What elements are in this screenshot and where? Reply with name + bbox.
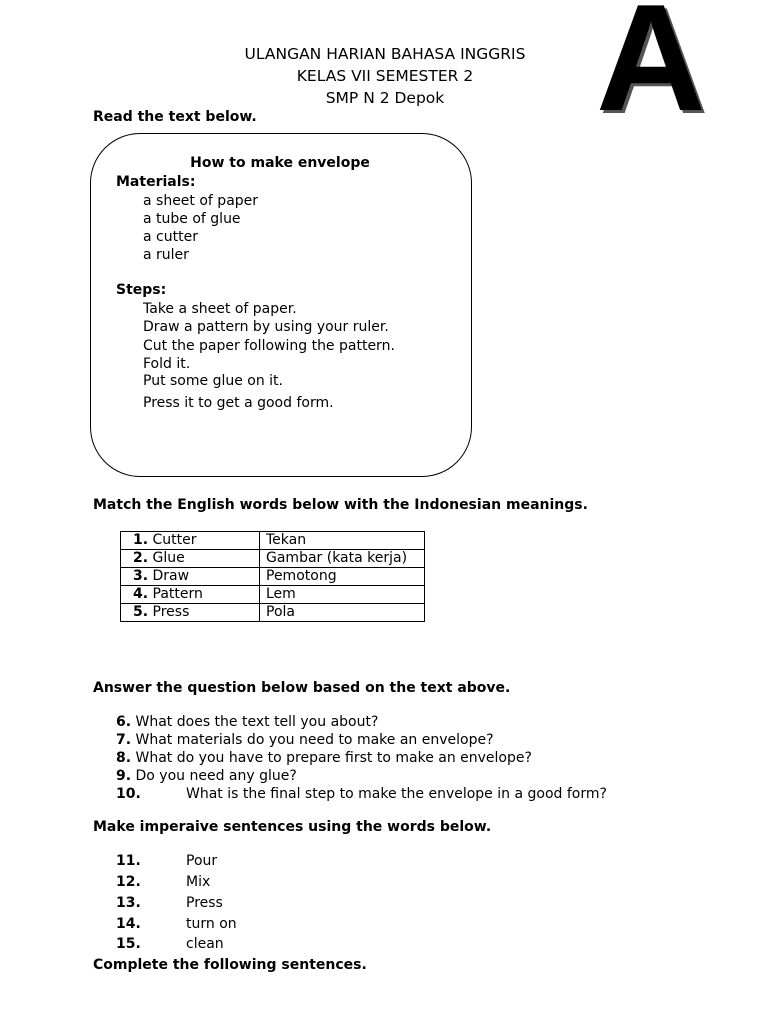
question-number: 6. xyxy=(116,714,132,730)
step-item: Put some glue on it. xyxy=(143,373,283,389)
step-item: Take a sheet of paper. xyxy=(143,301,297,317)
table-row xyxy=(121,532,425,550)
question-number: 8. xyxy=(116,750,132,766)
match-instruction: Match the English words below with the Indonesian meanings. xyxy=(93,497,588,513)
step-item: Fold it. xyxy=(143,356,191,372)
english-word: Press xyxy=(152,604,190,620)
item-number: 11. xyxy=(116,853,141,869)
indonesian-meaning: Tekan xyxy=(260,532,425,550)
materials-label: Materials: xyxy=(116,174,196,190)
complete-instruction: Complete the following sentences. xyxy=(93,957,367,973)
row-number: 2. xyxy=(133,550,149,566)
question-text: Do you need any glue? xyxy=(135,768,297,784)
question-number: 9. xyxy=(116,768,132,784)
indonesian-meaning: Pola xyxy=(260,604,425,622)
material-item: a tube of glue xyxy=(143,211,241,227)
question-number: 7. xyxy=(116,732,132,748)
step-item: Draw a pattern by using your ruler. xyxy=(143,319,389,335)
english-word: Pattern xyxy=(152,586,203,602)
imperative-instruction: Make imperaive sentences using the words below. xyxy=(93,819,492,835)
item-number: 13. xyxy=(116,895,141,911)
school-name: SMP N 2 Depok xyxy=(325,89,445,107)
question-text: What do you have to prepare first to make an envelope? xyxy=(135,750,532,766)
row-number: 1. xyxy=(133,532,149,548)
question-text: What materials do you need to make an envelope? xyxy=(135,732,494,748)
imperative-word: Pour xyxy=(186,853,218,869)
english-word: Draw xyxy=(152,568,190,584)
table-row xyxy=(121,586,425,604)
question-item xyxy=(116,731,494,749)
question-item xyxy=(116,713,378,731)
imperative-word: Press xyxy=(186,895,223,911)
questions-instruction: Answer the question below based on the text above. xyxy=(93,680,511,696)
imperative-word: clean xyxy=(186,936,224,952)
question-item xyxy=(116,749,532,767)
question-text: What does the text tell you about? xyxy=(135,714,379,730)
question-number: 10. xyxy=(116,786,141,802)
class-semester: KELAS VII SEMESTER 2 xyxy=(296,67,474,85)
question-item xyxy=(116,785,141,803)
exam-title: ULANGAN HARIAN BAHASA INGGRIS xyxy=(244,45,526,63)
text-title: How to make envelope xyxy=(190,155,370,171)
item-number: 12. xyxy=(116,874,141,890)
item-number: 15. xyxy=(116,936,141,952)
indonesian-meaning: Gambar (kata kerja) xyxy=(260,550,425,568)
version-letter: A xyxy=(596,0,702,143)
english-word: Cutter xyxy=(152,532,197,548)
table-row xyxy=(121,604,425,622)
english-word: Glue xyxy=(152,550,185,566)
material-item: a sheet of paper xyxy=(143,193,259,209)
imperative-word: turn on xyxy=(186,916,237,932)
imperative-word: Mix xyxy=(186,874,211,890)
read-instruction: Read the text below. xyxy=(93,109,257,125)
table-row xyxy=(121,550,425,568)
table-row xyxy=(121,568,425,586)
material-item: a cutter xyxy=(143,229,198,245)
question-item xyxy=(116,767,297,785)
steps-label: Steps: xyxy=(116,282,167,298)
material-item: a ruler xyxy=(143,247,189,263)
step-item: Cut the paper following the pattern. xyxy=(143,338,395,354)
row-number: 4. xyxy=(133,586,149,602)
row-number: 3. xyxy=(133,568,149,584)
item-number: 14. xyxy=(116,916,141,932)
step-item: Press it to get a good form. xyxy=(143,395,334,411)
row-number: 5. xyxy=(133,604,149,620)
indonesian-meaning: Pemotong xyxy=(260,568,425,586)
indonesian-meaning: Lem xyxy=(260,586,425,604)
match-table xyxy=(120,531,425,622)
question-text: What is the final step to make the envelope in a good form? xyxy=(186,786,607,802)
